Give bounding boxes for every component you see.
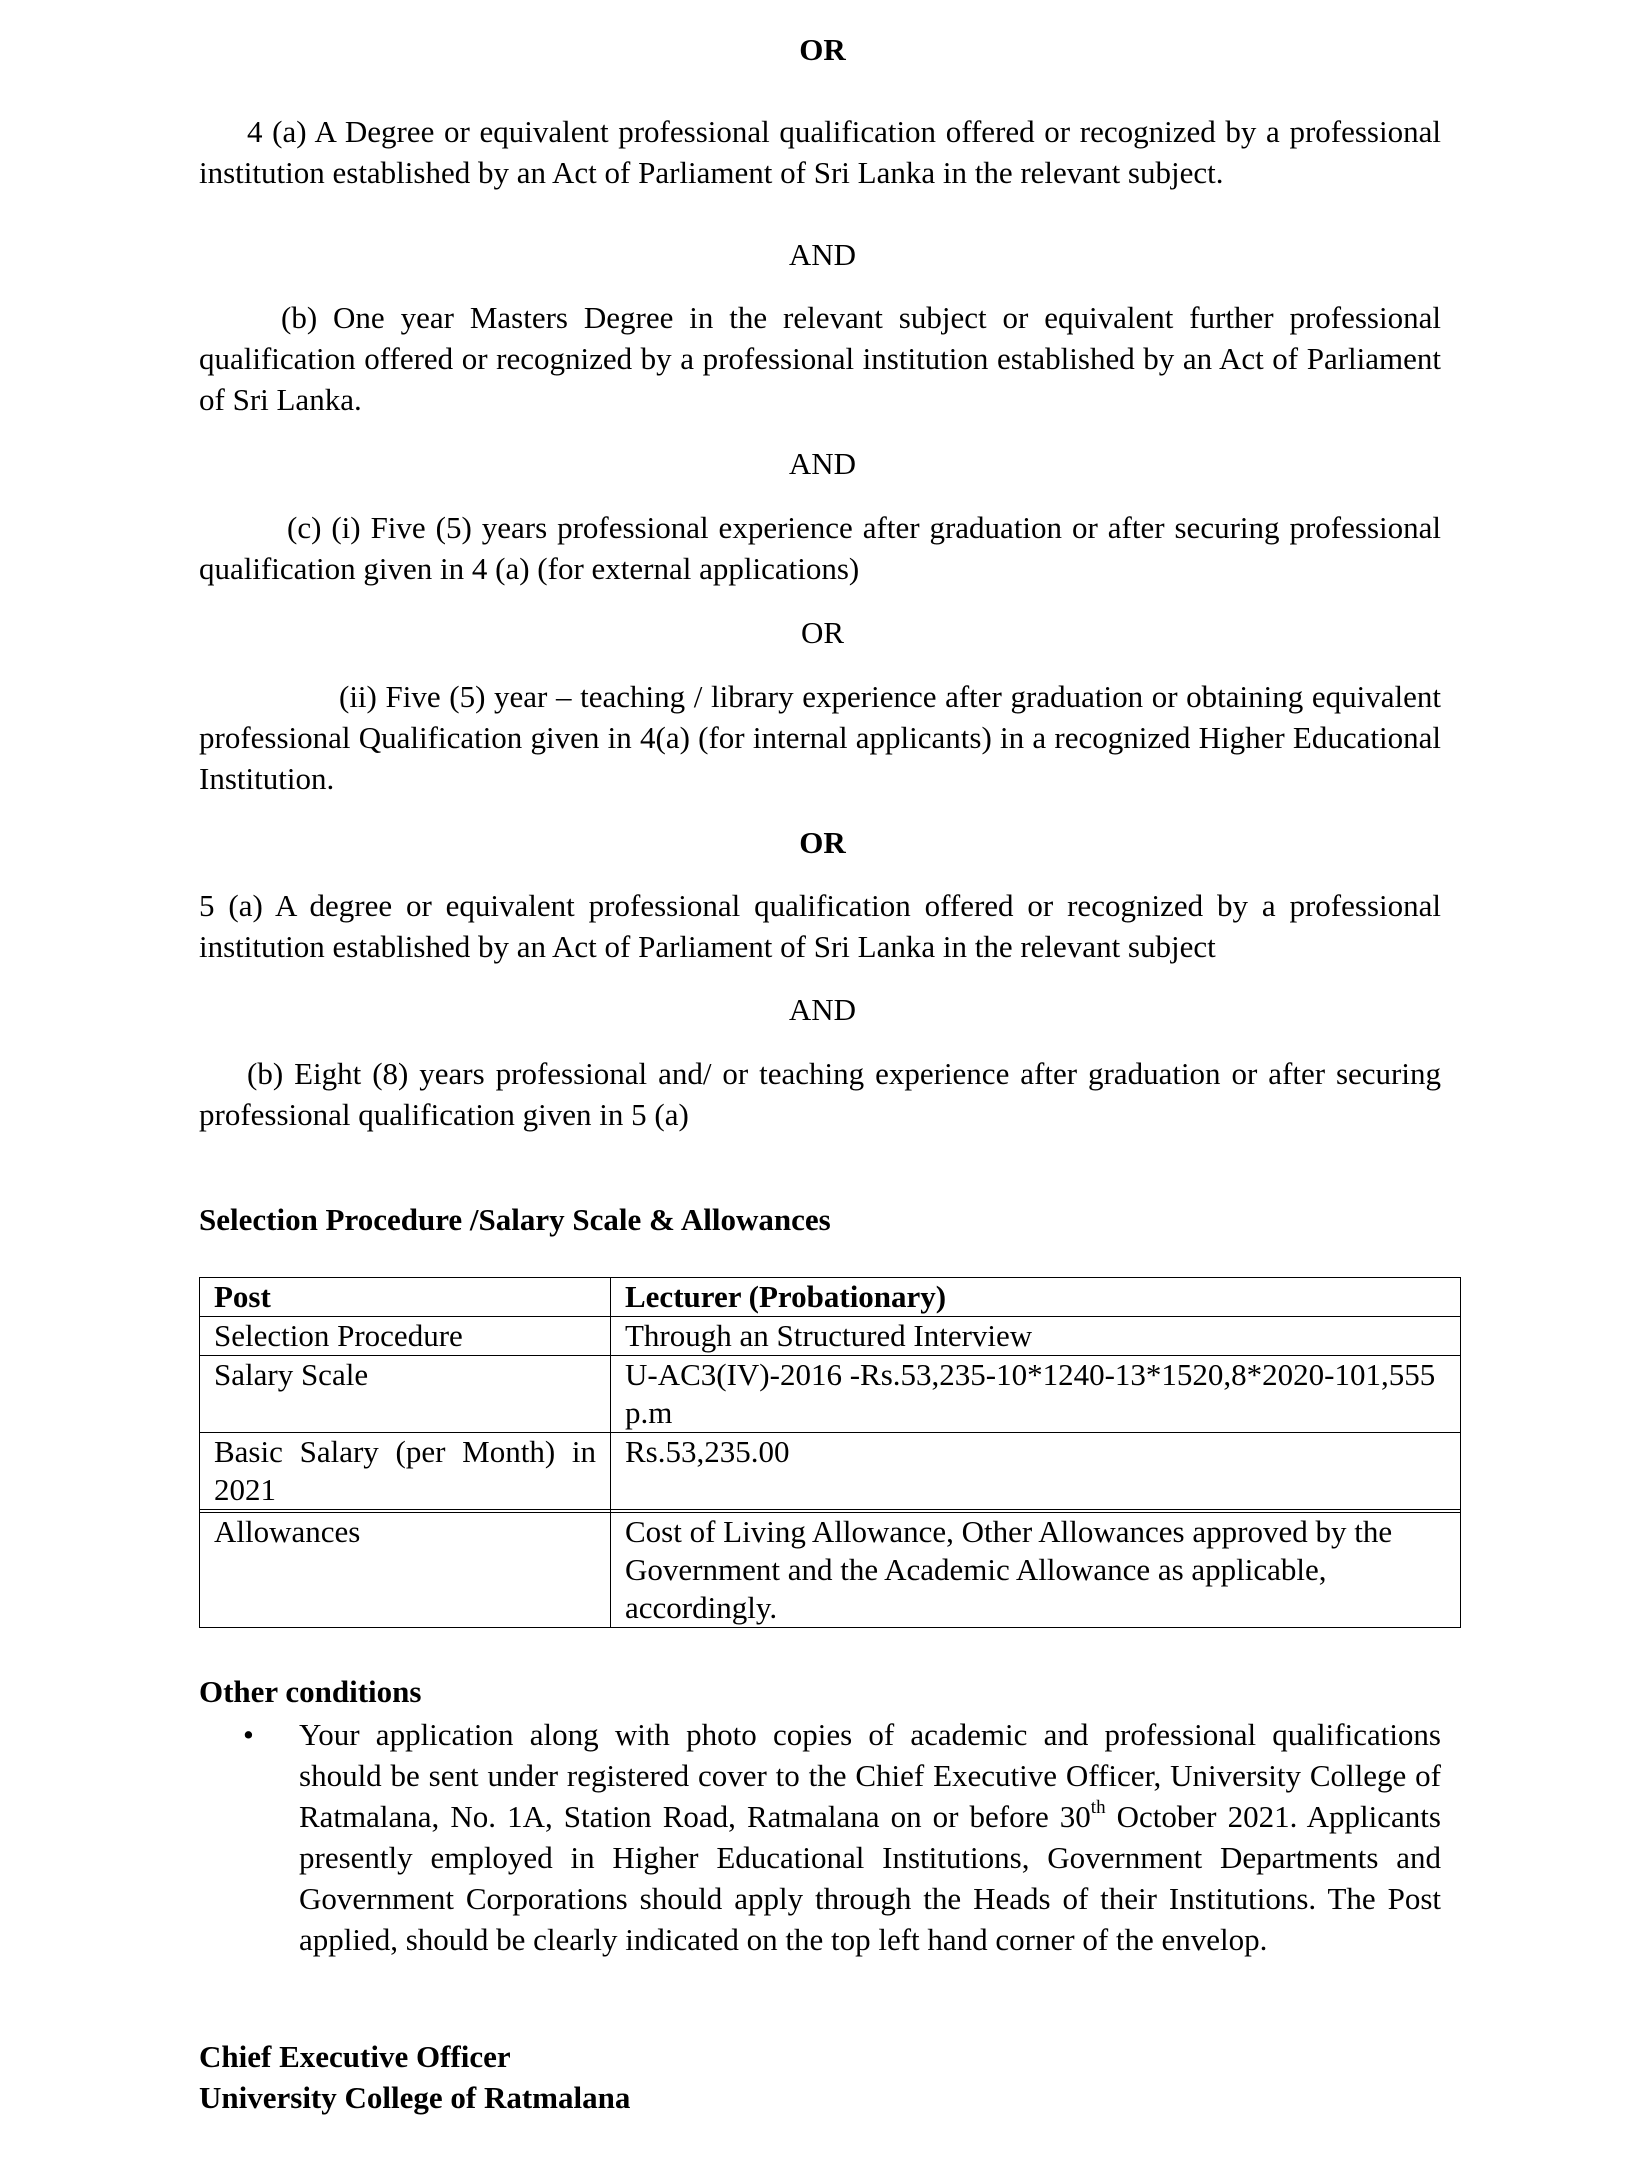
allowances-label: Allowances bbox=[200, 1513, 611, 1628]
post-label: Post bbox=[200, 1278, 611, 1317]
bullet-icon: • bbox=[243, 1717, 254, 1752]
allowances-value: Cost of Living Allowance, Other Allowances approved by the Government and the Academic Allowance as applicable, accordingly. bbox=[611, 1513, 1461, 1628]
table-row bbox=[200, 1513, 1461, 1628]
conjunction-or-top: OR bbox=[799, 32, 846, 67]
signature-organization: University College of Ratmalana bbox=[199, 2080, 631, 2115]
table-row bbox=[200, 1356, 1461, 1433]
conjunction-and-3: AND bbox=[788, 992, 857, 1027]
basic-salary-label: Basic Salary (per Month) in 2021 bbox=[200, 1433, 611, 1510]
table-row bbox=[200, 1317, 1461, 1356]
paragraph-4c-ii: (ii) Five (5) year – teaching / library experience after graduation or obtaining equivalent professional Qualification given in 4(a) (for internal applicants) in a recognized Higher Educational Institution. bbox=[199, 679, 1441, 796]
conjunction-and-2: AND bbox=[788, 446, 857, 481]
salary-table bbox=[199, 1277, 1461, 1628]
paragraph-5b: (b) Eight (8) years professional and/ or teaching experience after graduation or after securing professional qualification given in 5 (a) bbox=[199, 1056, 1441, 1132]
basic-salary-value: Rs.53,235.00 bbox=[611, 1433, 1461, 1510]
signature-title: Chief Executive Officer bbox=[199, 2039, 511, 2074]
conjunction-or-2: OR bbox=[800, 615, 845, 650]
salary-scale-value: U-AC3(IV)-2016 -Rs.53,235-10*1240-13*1520,8*2020-101,555 p.m bbox=[611, 1356, 1461, 1433]
salary-scale-label: Salary Scale bbox=[200, 1356, 611, 1433]
other-conditions-heading: Other conditions bbox=[199, 1674, 422, 1709]
list-item bbox=[299, 1714, 1441, 1960]
post-value: Lecturer (Probationary) bbox=[611, 1278, 1461, 1317]
paragraph-4b: (b) One year Masters Degree in the relevant subject or equivalent further professional qualification offered or recognized by a professional institution established by an Act of Parliament of Sri Lanka. bbox=[199, 300, 1441, 417]
selection-procedure-label: Selection Procedure bbox=[200, 1317, 611, 1356]
condition-text-part2: October 2021. Applicants presently employed in Higher Educational Institutions, Government Departments and Government Corporations should apply through the Heads of their Institutions. The Post applied, should be clearly indicated on the top left hand corner of the envelop. bbox=[299, 1799, 1441, 1957]
conjunction-or-3: OR bbox=[799, 825, 846, 860]
condition-text-part1: Your application along with photo copies of academic and professional qualifications should be sent under registered cover to the Chief Executive Officer, University College of Ratmalana, No. 1A, Station Road, Ratmalana on or before 30 bbox=[299, 1717, 1441, 1834]
conjunction-and-1: AND bbox=[788, 237, 857, 272]
date-ordinal-suffix: th bbox=[1090, 1797, 1106, 1818]
selection-procedure-value: Through an Structured Interview bbox=[611, 1317, 1461, 1356]
paragraph-4c-i: (c) (i) Five (5) years professional experience after graduation or after securing professional qualification given in 4 (a) (for external applications) bbox=[199, 510, 1441, 586]
paragraph-4a: 4 (a) A Degree or equivalent professional qualification offered or recognized by a professional institution established by an Act of Parliament of Sri Lanka in the relevant subject. bbox=[199, 114, 1441, 190]
table-row bbox=[200, 1433, 1461, 1510]
selection-procedure-heading: Selection Procedure /Salary Scale & Allowances bbox=[199, 1202, 831, 1237]
table-row bbox=[200, 1278, 1461, 1317]
paragraph-5a: 5 (a) A degree or equivalent professional qualification offered or recognized by a professional institution established by an Act of Parliament of Sri Lanka in the relevant subject bbox=[199, 888, 1441, 964]
